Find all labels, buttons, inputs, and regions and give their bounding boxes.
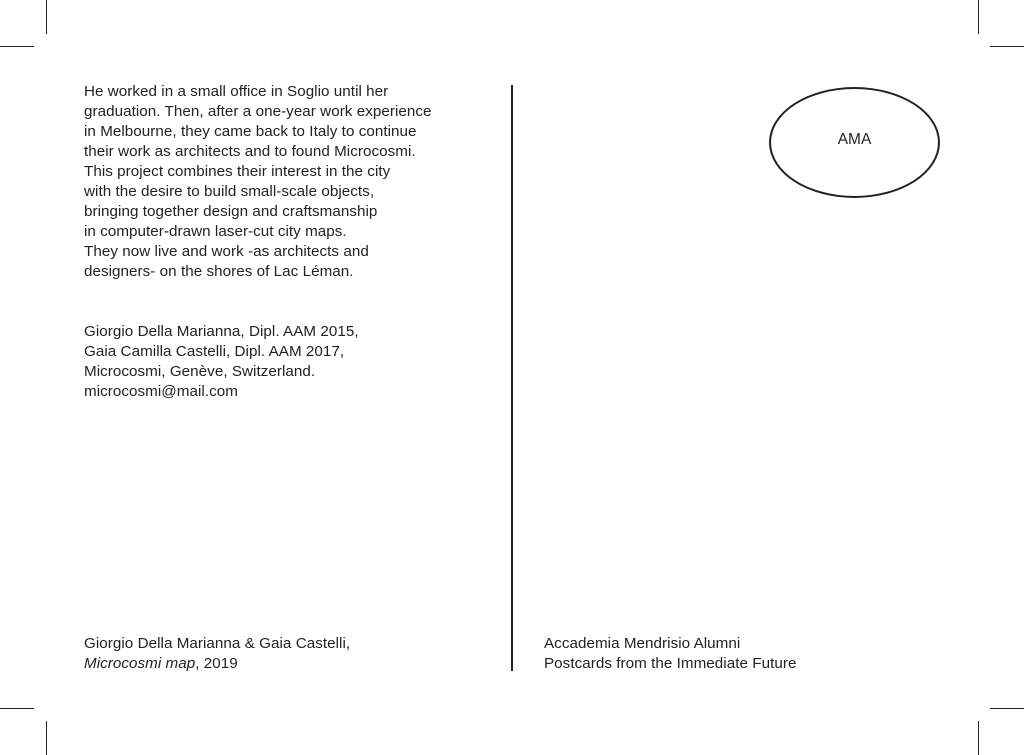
publisher-footer — [544, 634, 796, 674]
crop-mark-top-right-horizontal — [990, 46, 1024, 47]
footer-series: Postcards from the Immediate Future — [544, 655, 797, 672]
biography-line: in computer-drawn laser-cut city maps. — [84, 223, 347, 240]
caption-work-title: Microcosmi map — [84, 655, 196, 672]
biography-line: This project combines their interest in the city — [84, 163, 391, 180]
crop-mark-top-left-vertical — [46, 0, 47, 34]
biography-line: designers- on the shores of Lac Léman. — [84, 263, 354, 280]
biography-line: in Melbourne, they came back to Italy to continue — [84, 123, 417, 140]
work-caption — [84, 634, 350, 674]
caption-year: , 2019 — [195, 655, 238, 672]
biography-paragraph — [84, 82, 432, 282]
biography-line: bringing together design and craftsmanship — [84, 203, 378, 220]
crop-mark-bottom-left-horizontal — [0, 708, 34, 709]
crop-mark-bottom-left-vertical — [46, 721, 47, 755]
crop-mark-bottom-right-vertical — [978, 721, 979, 755]
crop-mark-top-right-vertical — [978, 0, 979, 34]
credit-line: Microcosmi, Genève, Switzerland. — [84, 363, 316, 380]
author-credits — [84, 322, 359, 402]
biography-line: their work as architects and to found Microcosmi. — [84, 143, 416, 160]
biography-line: graduation. Then, after a one-year work experience — [84, 103, 432, 120]
footer-organization: Accademia Mendrisio Alumni — [544, 635, 741, 652]
biography-line: with the desire to build small-scale objects, — [84, 183, 375, 200]
credit-line: Giorgio Della Marianna, Dipl. AAM 2015, — [84, 323, 359, 340]
caption-title-line — [84, 654, 350, 674]
credit-line: Gaia Camilla Castelli, Dipl. AAM 2017, — [84, 343, 345, 360]
biography-line: They now live and work -as architects and — [84, 243, 369, 260]
contact-email: microcosmi@mail.com — [84, 383, 238, 400]
stamp-label: AMA — [837, 130, 872, 148]
stamp-ellipse — [769, 87, 940, 198]
crop-mark-top-left-horizontal — [0, 46, 34, 47]
caption-authors: Giorgio Della Marianna & Gaia Castelli, — [84, 635, 351, 652]
biography-line: He worked in a small office in Soglio until her — [84, 83, 389, 100]
crop-mark-bottom-right-horizontal — [990, 708, 1024, 709]
postcard-divider — [511, 85, 513, 671]
